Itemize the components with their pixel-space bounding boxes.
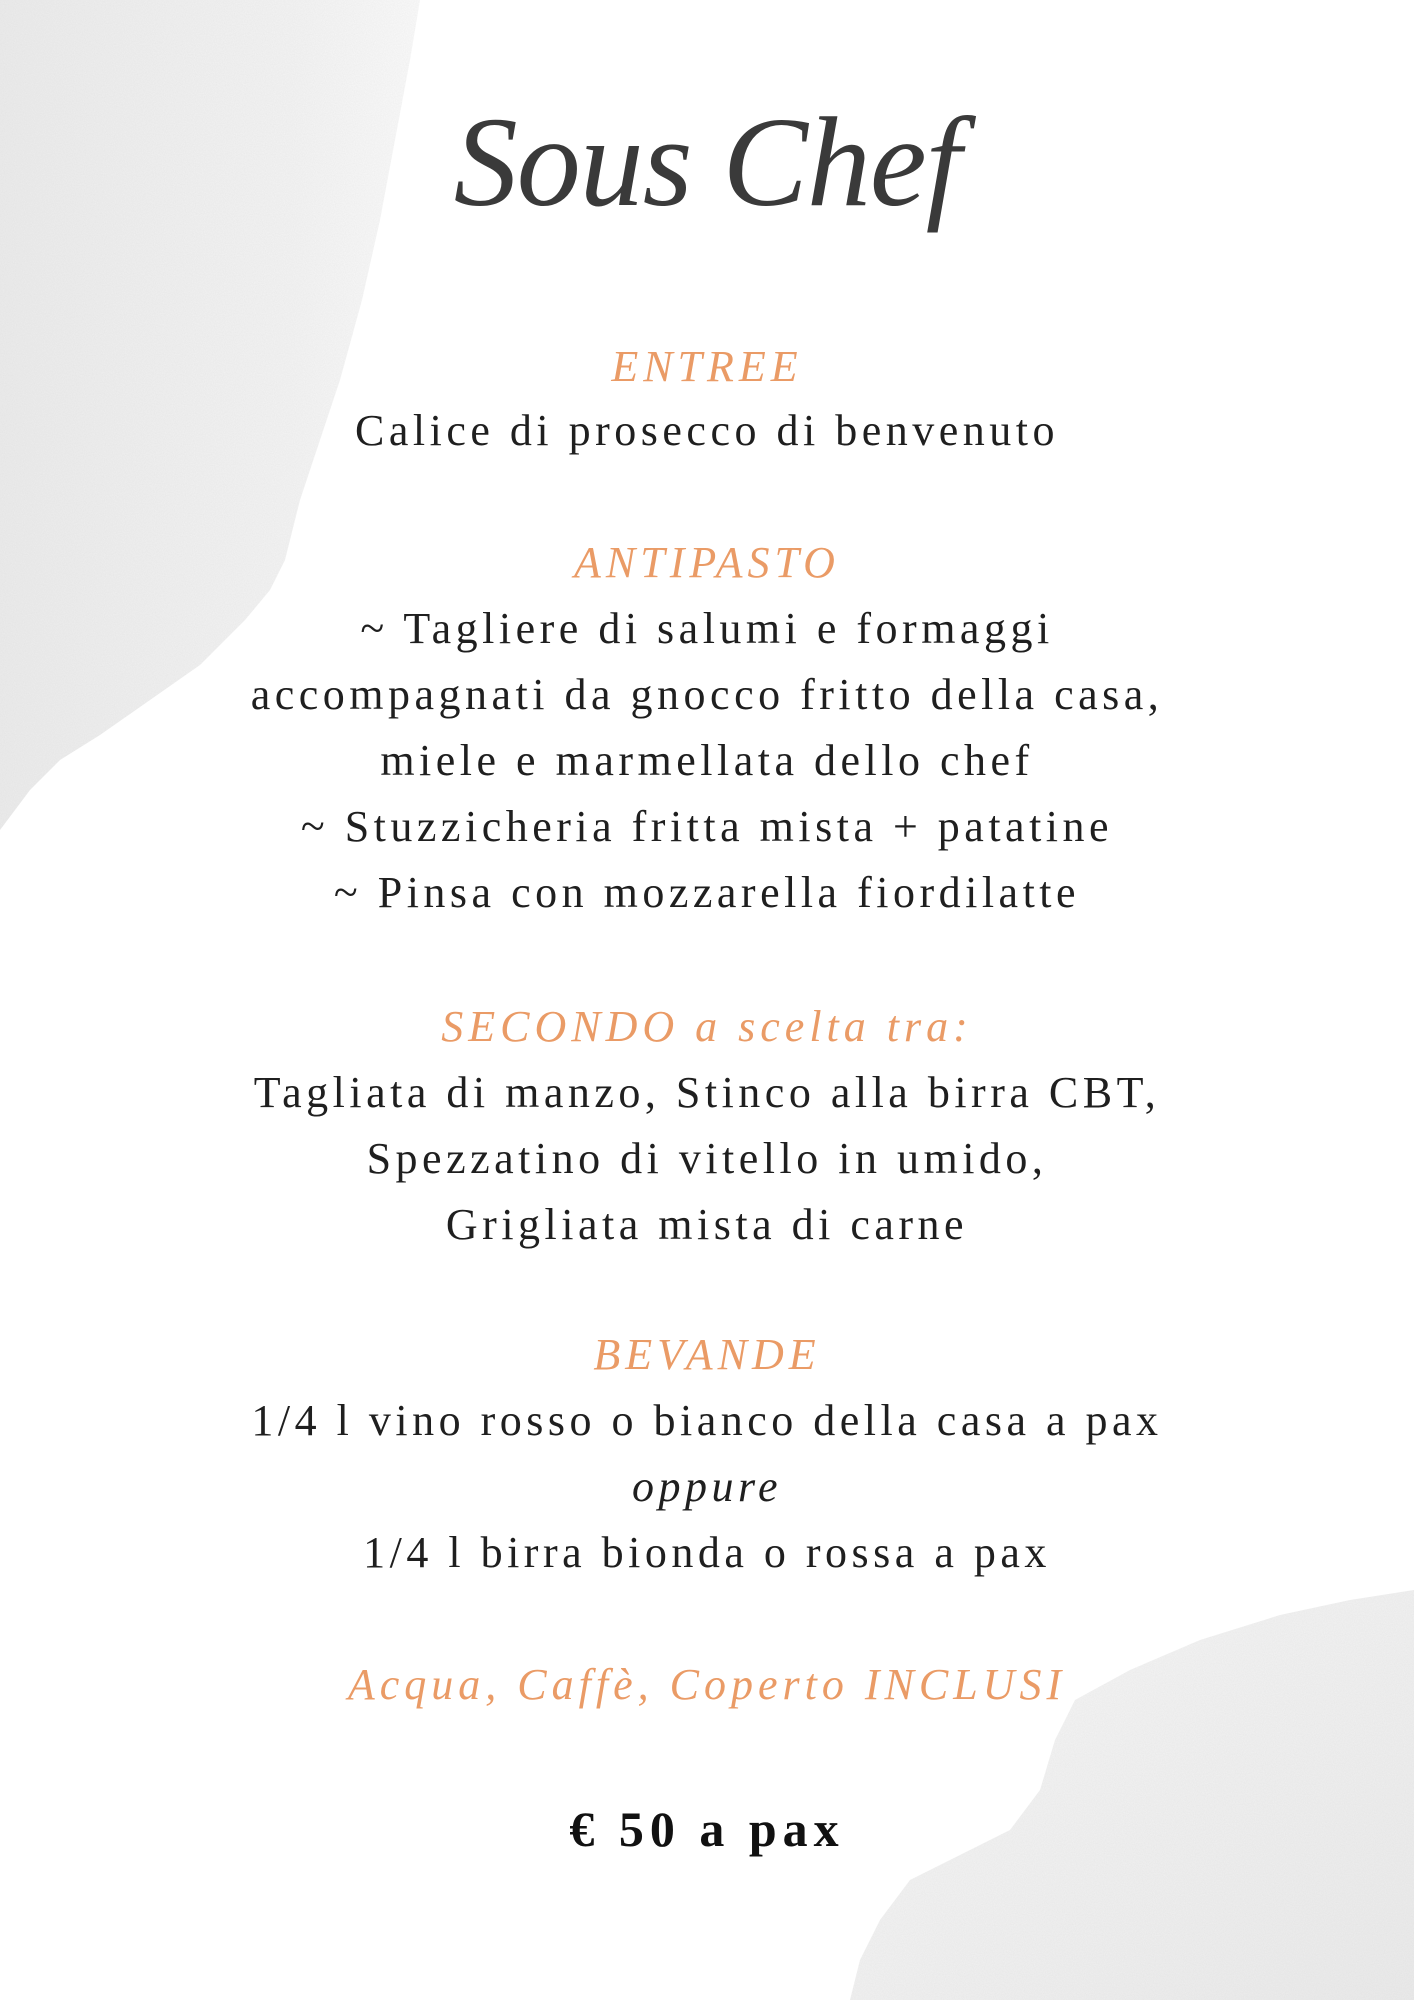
secondo-line: Tagliata di manzo, Stinco alla birra CBT, <box>253 1068 1161 1117</box>
included-note: Acqua, Caffè, Coperto INCLUSI <box>347 1660 1067 1709</box>
antipasto-line: ~ Pinsa con mozzarella fiordilatte <box>333 868 1081 917</box>
secondo-line: Grigliata mista di carne <box>445 1200 969 1249</box>
secondo-line: Spezzatino di vitello in umido, <box>366 1134 1048 1183</box>
price: € 50 a pax <box>569 1801 845 1857</box>
bevande-line: 1/4 l vino rosso o bianco della casa a pax <box>251 1396 1163 1445</box>
entree-heading: ENTREE <box>611 342 803 391</box>
menu-title: Sous Chef <box>453 91 961 233</box>
antipasto-line: accompagnati da gnocco fritto della casa, <box>250 670 1164 719</box>
entree-item: Calice di prosecco di benvenuto <box>355 406 1059 455</box>
bevande-line: 1/4 l birra bionda o rossa a pax <box>363 1528 1051 1577</box>
antipasto-line: ~ Stuzzicheria fritta mista + patatine <box>300 802 1114 851</box>
antipasto-line: ~ Tagliere di salumi e formaggi <box>360 604 1054 653</box>
bevande-heading: BEVANDE <box>593 1330 821 1379</box>
secondo-heading: SECONDO a scelta tra: <box>441 1002 973 1051</box>
antipasto-heading: ANTIPASTO <box>574 538 840 587</box>
antipasto-line: miele e marmellata dello chef <box>380 736 1034 785</box>
bevande-oppure: oppure <box>631 1462 783 1511</box>
